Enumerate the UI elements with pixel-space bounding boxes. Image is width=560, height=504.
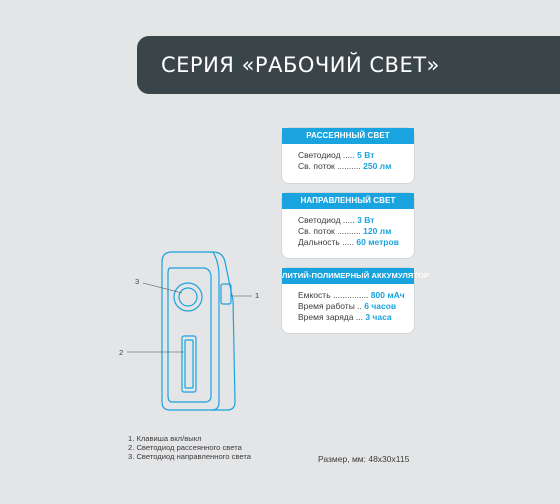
dimensions-text: Размер, мм: 48х30х115 (318, 454, 410, 464)
card-title: НАПРАВЛЕННЫЙ СВЕТ (282, 193, 414, 209)
card-title: РАССЕЯННЫЙ СВЕТ (282, 128, 414, 144)
round-lens (174, 283, 202, 311)
round-lens-inner (179, 288, 197, 306)
spec-value: 60 метров (356, 237, 399, 247)
spec-label: Св. поток .......... (298, 226, 361, 236)
callout-2: 2 (119, 348, 124, 357)
spec-value: 250 лм (363, 161, 392, 171)
spec-label: Светодиод ..... (298, 215, 355, 225)
spec-value: 6 часов (364, 301, 397, 311)
power-switch (221, 284, 231, 304)
callout-3: 3 (135, 277, 140, 286)
spec-value: 3 часа (365, 312, 392, 322)
spec-value: 800 мАч (370, 290, 405, 300)
device-body-outline (162, 252, 235, 410)
callout-1: 1 (255, 291, 260, 300)
spec-value: 120 лм (363, 226, 392, 236)
legend-item: 3. Светодиод направленного света (128, 452, 251, 461)
device-side-edge (212, 252, 219, 410)
spec-label: Св. поток .......... (298, 161, 361, 171)
spec-label: Время заряда ... (298, 312, 363, 322)
spec-label: Емкость ............... (298, 290, 369, 300)
spec-value: 5 Вт (357, 150, 375, 160)
diffused-panel (182, 336, 196, 392)
parts-legend (128, 434, 251, 461)
diffused-panel-inner (185, 340, 193, 388)
spec-label: Дальность ..... (298, 237, 355, 247)
legend-item: 1. Клавиша вкл/выкл (128, 434, 202, 443)
page-title: СЕРИЯ «РАБОЧИЙ СВЕТ» (161, 53, 440, 77)
spec-label: Светодиод ..... (298, 150, 355, 160)
legend-item: 2. Светодиод рассеянного света (128, 443, 242, 452)
spec-value: 3 Вт (357, 215, 375, 225)
spec-label: Время работы .. (298, 301, 362, 311)
card-title: ЛИТИЙ-ПОЛИМЕРНЫЙ АККУМУЛЯТОР (282, 268, 414, 284)
